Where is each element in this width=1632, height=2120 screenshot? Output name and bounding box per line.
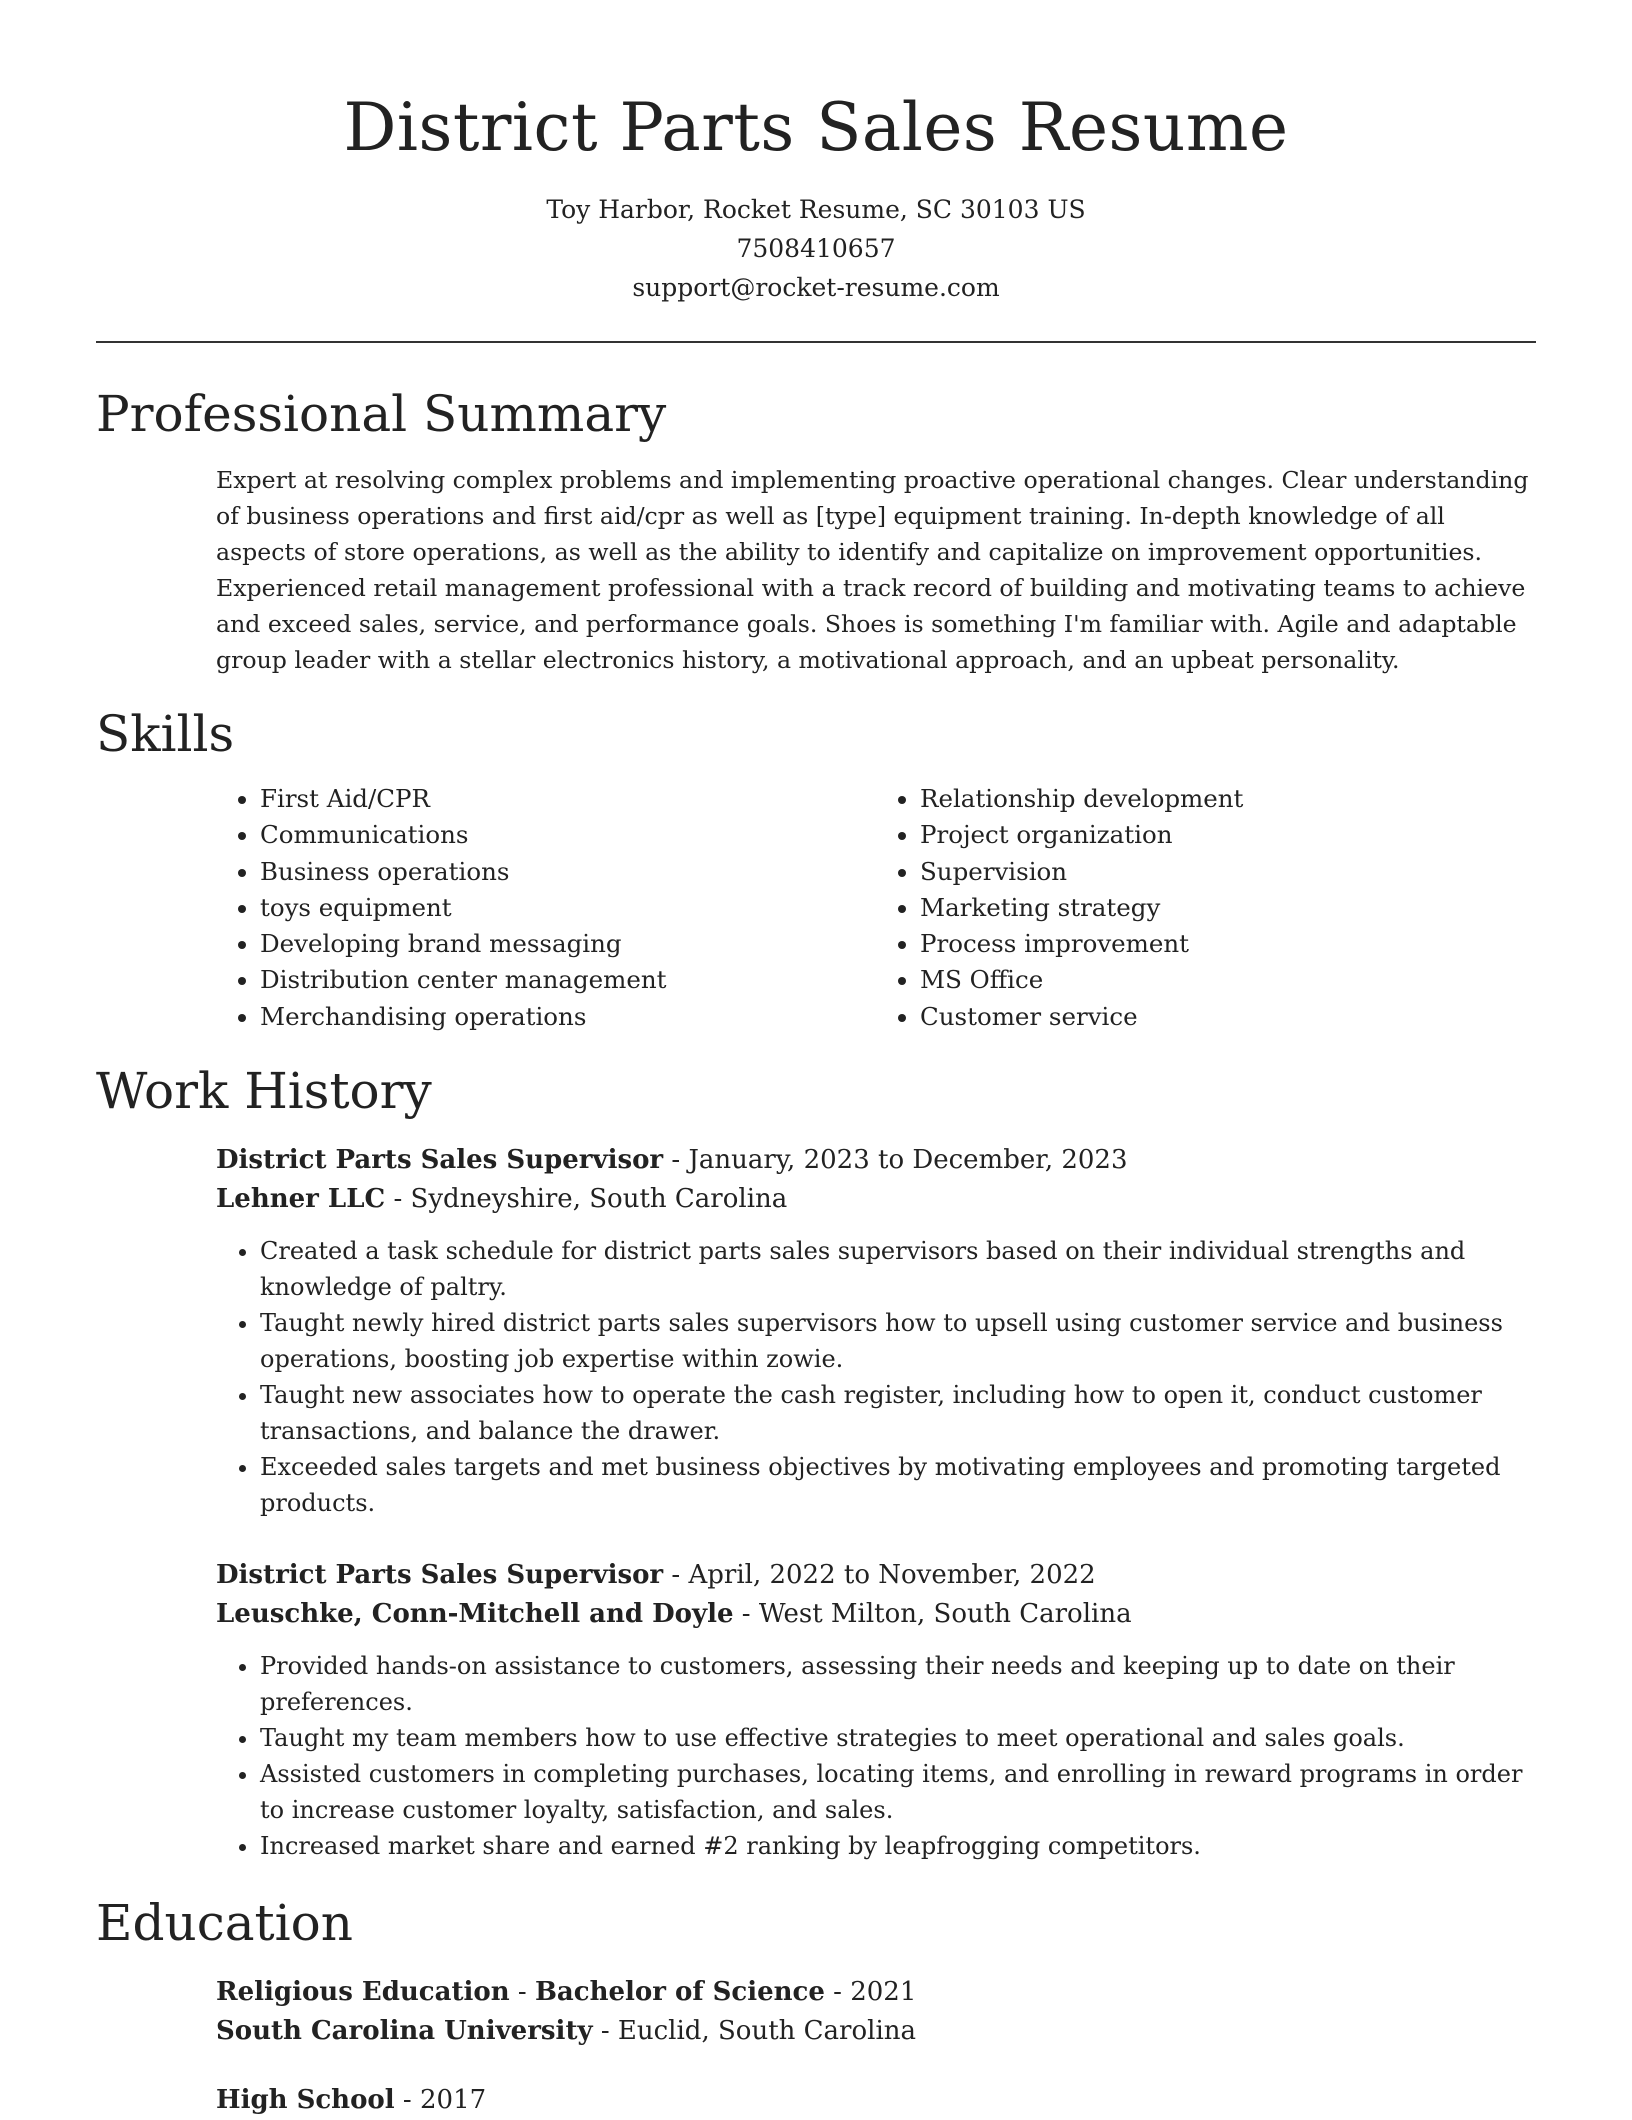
job-company-line — [216, 1180, 1536, 1219]
contact-info — [96, 190, 1536, 307]
education-year: 2017 — [419, 2085, 487, 2115]
education-field: Religious Education — [216, 1977, 510, 2007]
education-entry — [216, 2081, 1536, 2120]
job-title-line — [216, 1141, 1536, 1180]
skills-list-right — [876, 781, 1536, 1035]
skill-item: • First Aid/CPR — [260, 781, 876, 817]
skills-list-left — [216, 781, 876, 1035]
job-entry — [216, 1141, 1536, 1521]
skill-item: • Distribution center management — [260, 962, 876, 998]
separator: - — [385, 1184, 411, 1214]
job-title-line — [216, 1556, 1536, 1595]
job-bullet: • Increased market share and earned #2 ranking by leapfrogging competitors. — [260, 1828, 1536, 1864]
skill-item: • Customer service — [920, 999, 1536, 1035]
skill-item: • Merchandising operations — [260, 999, 876, 1035]
job-bullets — [216, 1648, 1536, 1864]
job-entry — [216, 1556, 1536, 1864]
skill-item: • Developing brand messaging — [260, 926, 876, 962]
education-degree-line — [216, 1973, 1536, 2012]
separator: - — [733, 1599, 759, 1629]
education-heading: Education — [96, 1894, 353, 1952]
separator: - — [509, 1977, 535, 2007]
skill-item: • Business operations — [260, 854, 876, 890]
job-company: Leuschke, Conn-Mitchell and Doyle — [216, 1599, 734, 1629]
education-year: 2021 — [850, 1977, 917, 2007]
job-dates: April, 2022 to November, 2022 — [688, 1560, 1096, 1590]
job-bullets — [216, 1233, 1536, 1521]
separator: - — [592, 2016, 618, 2046]
job-bullet: • Taught newly hired district parts sales supervisors how to upsell using customer service and business operations, boosting job expertise within zowie. — [260, 1305, 1536, 1377]
phone-text: 7508410657 — [736, 234, 896, 263]
job-bullet: • Taught my team members how to use effective strategies to meet operational and sales goals. — [260, 1720, 1536, 1756]
education-degree: Bachelor of Science — [534, 1977, 825, 2007]
job-location: West Milton, South Carolina — [758, 1599, 1132, 1629]
skill-item: • Process improvement — [920, 926, 1536, 962]
job-position: District Parts Sales Supervisor — [216, 1560, 664, 1590]
address-text: Toy Harbor, Rocket Resume, SC 30103 US — [546, 195, 1086, 224]
skills-columns — [216, 781, 1536, 1035]
summary-heading: Professional Summary — [96, 385, 667, 443]
education-location: Euclid, South Carolina — [617, 2016, 917, 2046]
skill-item: • Project organization — [920, 817, 1536, 853]
job-dates: January, 2023 to December, 2023 — [688, 1145, 1128, 1175]
job-bullet: • Created a task schedule for district parts sales supervisors based on their individual strengths and knowledge of paltry. — [260, 1233, 1536, 1305]
job-company-line — [216, 1595, 1536, 1634]
job-bullet: • Provided hands-on assistance to customers, assessing their needs and keeping up to date on their preferences. — [260, 1648, 1536, 1720]
job-position: District Parts Sales Supervisor — [216, 1145, 664, 1175]
job-company: Lehner LLC — [216, 1184, 386, 1214]
education-school: South Carolina University — [216, 2016, 593, 2046]
resume-title: District Parts Sales Resume — [343, 89, 1289, 166]
skill-item: • Marketing strategy — [920, 890, 1536, 926]
separator: - — [394, 2085, 420, 2115]
skill-item: • MS Office — [920, 962, 1536, 998]
job-bullet: • Assisted customers in completing purchases, locating items, and enrolling in reward programs in order to increase customer loyalty, satisfaction, and sales. — [260, 1756, 1536, 1828]
education-school-line — [216, 2012, 1536, 2051]
education-degree: High School — [216, 2085, 395, 2115]
separator: - — [663, 1145, 689, 1175]
skill-item: • Relationship development — [920, 781, 1536, 817]
job-bullet: • Taught new associates how to operate the cash register, including how to open it, conduct customer transactions, and balance the drawer. — [260, 1377, 1536, 1449]
job-location: Sydneyshire, South Carolina — [410, 1184, 788, 1214]
skill-item: • Supervision — [920, 854, 1536, 890]
separator: - — [663, 1560, 689, 1590]
education-degree-line — [216, 2081, 1536, 2120]
education-entry — [216, 1973, 1536, 2051]
job-bullet: • Exceeded sales targets and met business objectives by motivating employees and promoting targeted products. — [260, 1449, 1536, 1521]
work-history-heading: Work History — [96, 1062, 432, 1120]
skill-item: • Communications — [260, 817, 876, 853]
header-divider — [96, 341, 1536, 343]
resume-header — [96, 80, 1536, 307]
email-text: support@rocket-resume.com — [632, 273, 1000, 302]
separator: - — [824, 1977, 851, 2007]
skills-heading: Skills — [96, 705, 235, 763]
skill-item: • toys equipment — [260, 890, 876, 926]
summary-paragraph: Expert at resolving complex problems and implementing proactive operational changes. Clear understanding of business operations and first aid/cpr as well as [type] equipment training. In-depth knowledge of all aspects of store operations, as well as the ability to identify and capitalize on improvement opportunities. Experienced retail management professional with a track record of building and motivating teams to achieve and exceed sales, service, and performance goals. Shoes is something I'm familiar with. Agile and adaptable group leader with a stellar electronics history, a motivational approach, and an upbeat personality. — [216, 466, 1529, 674]
